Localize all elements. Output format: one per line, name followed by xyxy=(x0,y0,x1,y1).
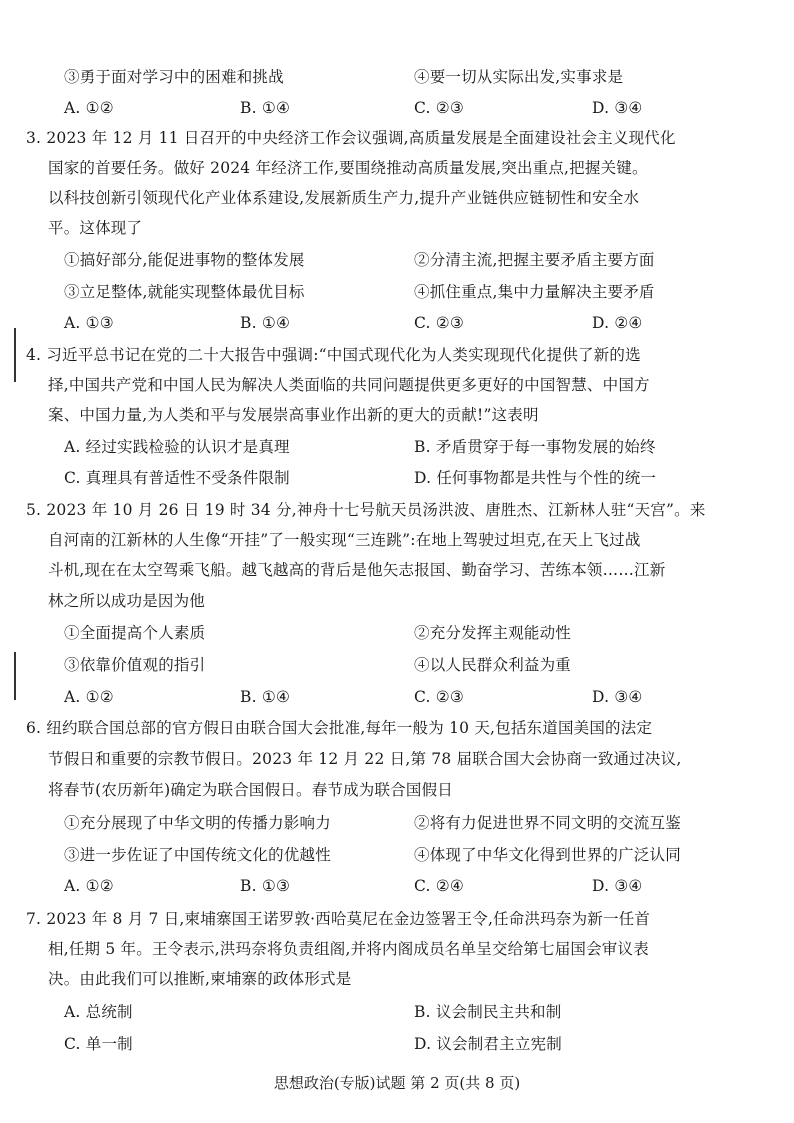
q7-stem-line: 相,任期 5 年。王令表示,洪玛奈将负责组阁,并将内阁成员名单呈交给第七届国会审议表 xyxy=(48,940,649,958)
q3-stem-line: 3. 2023 年 12 月 11 日召开的中央经济工作会议强调,高质量发展是全面建设社会主义现代化 xyxy=(26,129,676,147)
q6-statement-2: ②将有力促进世界不同文明的交流互鉴 xyxy=(414,814,681,832)
q4-stem-line: 案、中国力量,为人类和平与发展崇高事业作出新的更大的贡献!”这表明 xyxy=(48,406,539,424)
q3-statement-3: ③立足整体,就能实现整体最优目标 xyxy=(64,283,305,301)
q6-stem-line: 节假日和重要的宗教节假日。2023 年 12 月 22 日,第 78 届联合国大会协商一致通过决议, xyxy=(48,750,682,768)
q5-statement-3: ③依靠价值观的指引 xyxy=(64,656,206,674)
q2-statement-4: ④要一切从实际出发,实事求是 xyxy=(414,68,624,86)
q2-option-b: B. ①④ xyxy=(240,99,291,117)
q4-option-d: D. 任何事物都是共性与个性的统一 xyxy=(414,469,657,487)
q6-option-c: C. ②④ xyxy=(414,877,464,895)
q3-statement-2: ②分清主流,把握主要矛盾主要方面 xyxy=(414,251,655,269)
q5-stem-line: 自河南的江新林的人生像“开挂”了一般实现“三连跳”:在地上驾驶过坦克,在天上飞过战 xyxy=(48,531,641,549)
q5-option-a: A. ①② xyxy=(64,688,114,706)
q5-statement-4: ④以人民群众利益为重 xyxy=(414,656,572,674)
q3-stem-line: 以科技创新引领现代化产业体系建设,发展新质生产力,提升产业链供应链韧性和安全水 xyxy=(48,189,640,207)
q4-option-a: A. 经过实践检验的认识才是真理 xyxy=(64,438,290,456)
q7-option-d: D. 议会制君主立宪制 xyxy=(414,1035,562,1053)
q6-option-b: B. ①③ xyxy=(240,877,291,895)
q7-option-c: C. 单一制 xyxy=(64,1035,133,1053)
q3-option-b: B. ①④ xyxy=(240,314,291,332)
q5-option-b: B. ①④ xyxy=(240,688,291,706)
q2-option-a: A. ①② xyxy=(64,99,114,117)
q4-option-b: B. 矛盾贯穿于每一事物发展的始终 xyxy=(414,438,656,456)
page-footer: 思想政治(专版)试题 第 2 页(共 8 页) xyxy=(273,1074,521,1092)
q2-statement-3: ③勇于面对学习中的困难和挑战 xyxy=(64,68,284,86)
q6-stem-line: 将春节(农历新年)确定为联合国假日。春节成为联合国假日 xyxy=(48,781,453,799)
q7-stem-line: 7. 2023 年 8 月 7 日,柬埔寨国王诺罗敦·西哈莫尼在金边签署王令,任命洪玛奈为新一任首 xyxy=(26,910,651,928)
q6-stem-line: 6. 纽约联合国总部的官方假日由联合国大会批准,每年一般为 10 天,包括东道国美国的法定 xyxy=(26,719,653,737)
q5-stem-line: 斗机,现在在太空驾乘飞船。越飞越高的背后是他矢志报国、勤奋学习、苦练本领……江新 xyxy=(48,561,666,579)
q6-statement-4: ④体现了中华文化得到世界的广泛认同 xyxy=(414,846,681,864)
q7-stem-line: 决。由此我们可以推断,柬埔寨的政体形式是 xyxy=(48,970,352,988)
q3-stem-line: 平。这体现了 xyxy=(48,219,143,237)
q2-option-c: C. ②③ xyxy=(414,99,464,117)
q6-option-a: A. ①② xyxy=(64,877,114,895)
q5-statement-2: ②充分发挥主观能动性 xyxy=(414,624,572,642)
q2-option-d: D. ③④ xyxy=(592,99,643,117)
q5-stem-line: 5. 2023 年 10 月 26 日 19 时 34 分,神舟十七号航天员汤洪波、唐胜杰、江新林人驻“天宫”。来 xyxy=(26,501,706,519)
margin-mark xyxy=(14,652,16,700)
q4-stem-line: 4. 习近平总书记在党的二十大报告中强调:“中国式现代化为人类实现现代化提供了新的选 xyxy=(26,346,641,364)
q3-option-d: D. ②④ xyxy=(592,314,643,332)
q7-option-a: A. 总统制 xyxy=(64,1003,133,1021)
q6-statement-3: ③进一步佐证了中国传统文化的优越性 xyxy=(64,846,331,864)
q3-option-c: C. ②③ xyxy=(414,314,464,332)
q3-stem-line: 国家的首要任务。做好 2024 年经济工作,要围绕推动高质量发展,突出重点,把握关键。 xyxy=(48,159,648,177)
q4-stem-line: 择,中国共产党和中国人民为解决人类面临的共同问题提供更多更好的中国智慧、中国方 xyxy=(48,376,650,394)
q5-option-d: D. ③④ xyxy=(592,688,643,706)
q3-statement-1: ①搞好部分,能促进事物的整体发展 xyxy=(64,251,305,269)
q4-option-c: C. 真理具有普适性不受条件限制 xyxy=(64,469,290,487)
q7-option-b: B. 议会制民主共和制 xyxy=(414,1003,562,1021)
q3-option-a: A. ①③ xyxy=(64,314,114,332)
q5-stem-line: 林之所以成功是因为他 xyxy=(48,592,206,610)
q6-statement-1: ①充分展现了中华文明的传播力影响力 xyxy=(64,814,331,832)
q3-statement-4: ④抓住重点,集中力量解决主要矛盾 xyxy=(414,283,655,301)
margin-mark xyxy=(14,328,16,382)
q6-option-d: D. ③④ xyxy=(592,877,643,895)
q5-option-c: C. ②③ xyxy=(414,688,464,706)
q5-statement-1: ①全面提高个人素质 xyxy=(64,624,206,642)
